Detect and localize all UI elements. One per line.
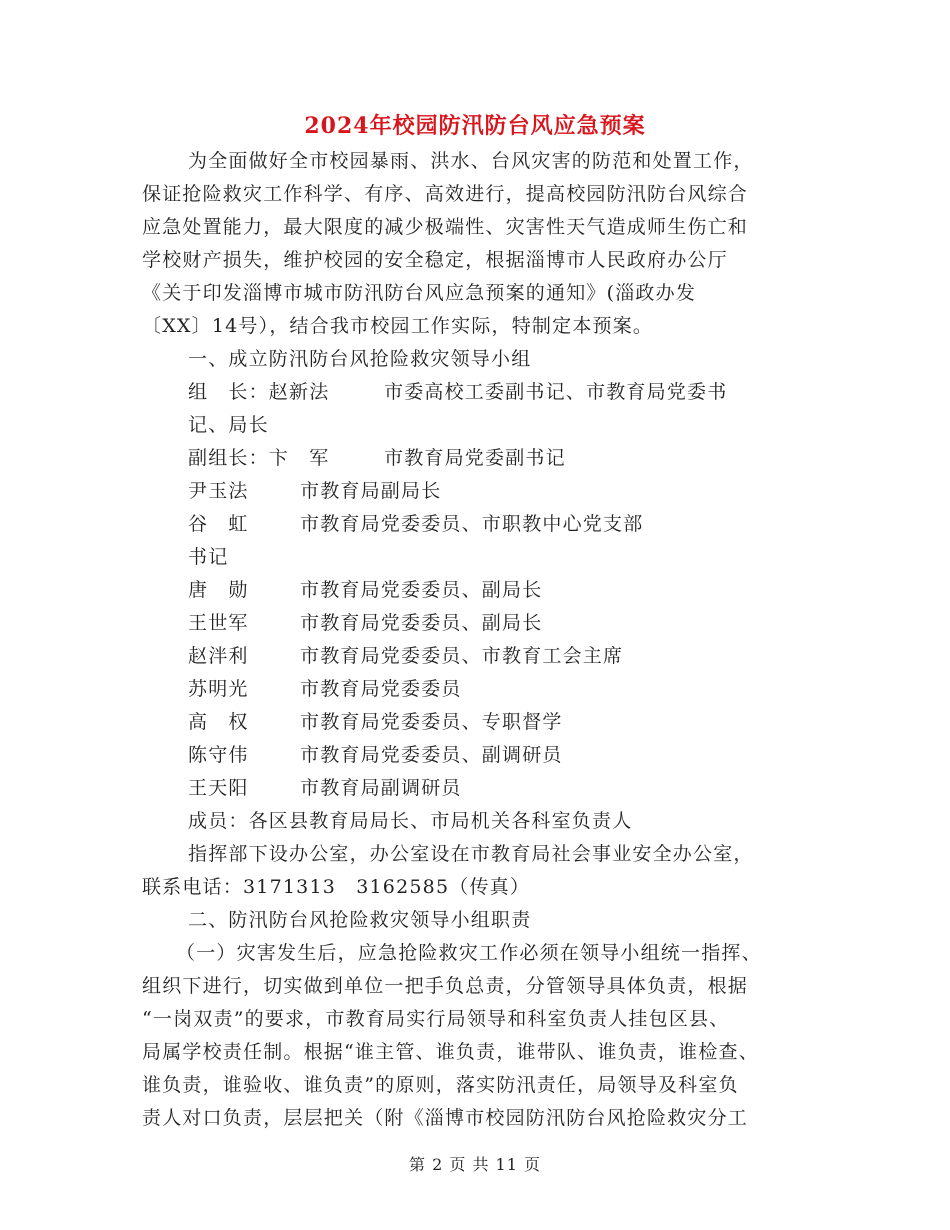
contact-line: 联系电话：3171313 3162585（传真） [142, 876, 531, 898]
member-role: 市教育局党委委员、副调研员 [300, 744, 563, 766]
member-name: 陈守伟 [188, 744, 249, 766]
member-role: 市教育局党委委员、专职督学 [300, 711, 563, 733]
member-name: 苏明光 [188, 678, 249, 700]
text-line: 〔XX〕14号），结合我市校园工作实际，特制定本预案。 [142, 315, 654, 337]
member-role: 市教育局党委委员、市教育工会主席 [300, 645, 624, 667]
leader-label: 组 长：赵新法 [188, 381, 330, 403]
text-line: 学校财产损失，维护校园的安全稳定，根据淄博市人民政府办公厅 [142, 249, 728, 271]
member-name: 王世军 [188, 612, 249, 634]
member-role: 市教育局党委委员 [300, 678, 462, 700]
text-line: 责人对口负责，层层把关（附《淄博市校园防汛防台风抢险救灾分工 [142, 1107, 749, 1129]
deputy-label: 副组长：卞 军 [188, 447, 330, 469]
text-line: 组织下进行，切实做到单位一把手负总责，分管领导具体负责，根据 [142, 975, 749, 997]
member-name: 王天阳 [188, 777, 249, 799]
section-heading-1: 一、成立防汛防台风抢险救灾领导小组 [188, 348, 532, 370]
text-line: 指挥部下设办公室，办公室设在市教育局社会事业安全办公室， [188, 843, 754, 865]
leader-role-cont: 记、局长 [188, 414, 269, 436]
text-line: 为全面做好全市校园暴雨、洪水、台风灾害的防范和处置工作， [188, 150, 754, 172]
member-name: 谷 虹 [188, 513, 249, 535]
page-footer: 第 2 页 共 11 页 [409, 1155, 541, 1174]
text-line: （一）灾害发生后，应急抢险救灾工作必须在领导小组统一指挥、 [176, 942, 762, 964]
leader-role: 市委高校工委副书记、市教育局党委书 [384, 381, 728, 403]
page-title: 2024年校园防汛防台风应急预案 [304, 113, 646, 139]
member-role: 市教育局副局长 [300, 480, 442, 502]
section-heading-2: 二、防汛防台风抢险救灾领导小组职责 [188, 909, 532, 931]
member-name: 唐 勋 [188, 579, 249, 601]
text-line: 应急处置能力，最大限度的减少极端性、灾害性天气造成师生伤亡和 [142, 216, 749, 238]
text-line: “一岗双责”的要求，市教育局实行局领导和科室负责人挂包区县、 [142, 1008, 730, 1030]
deputy-role: 市教育局党委副书记 [384, 447, 566, 469]
member-name: 高 权 [188, 711, 249, 733]
text-line: 谁负责，谁验收、谁负责”的原则，落实防汛责任，局领导及科室负 [142, 1074, 739, 1096]
member-role: 市教育局副调研员 [300, 777, 462, 799]
member-role-cont: 书记 [188, 546, 229, 568]
member-role: 市教育局党委委员、副局长 [300, 579, 543, 601]
composition-line: 成员：各区县教育局局长、市局机关各科室负责人 [188, 810, 633, 832]
text-line: 《关于印发淄博市城市防汛防台风应急预案的通知》(淄政办发 [142, 282, 697, 304]
member-name: 赵泮利 [188, 645, 249, 667]
text-line: 保证抢险救灾工作科学、有序、高效进行，提高校园防汛防台风综合 [142, 183, 749, 205]
member-name: 尹玉法 [188, 480, 249, 502]
member-role: 市教育局党委委员、副局长 [300, 612, 543, 634]
member-role: 市教育局党委委员、市职教中心党支部 [300, 513, 644, 535]
text-line: 局属学校责任制。根据“谁主管、谁负责，谁带队、谁负责，谁检查、 [142, 1041, 759, 1063]
